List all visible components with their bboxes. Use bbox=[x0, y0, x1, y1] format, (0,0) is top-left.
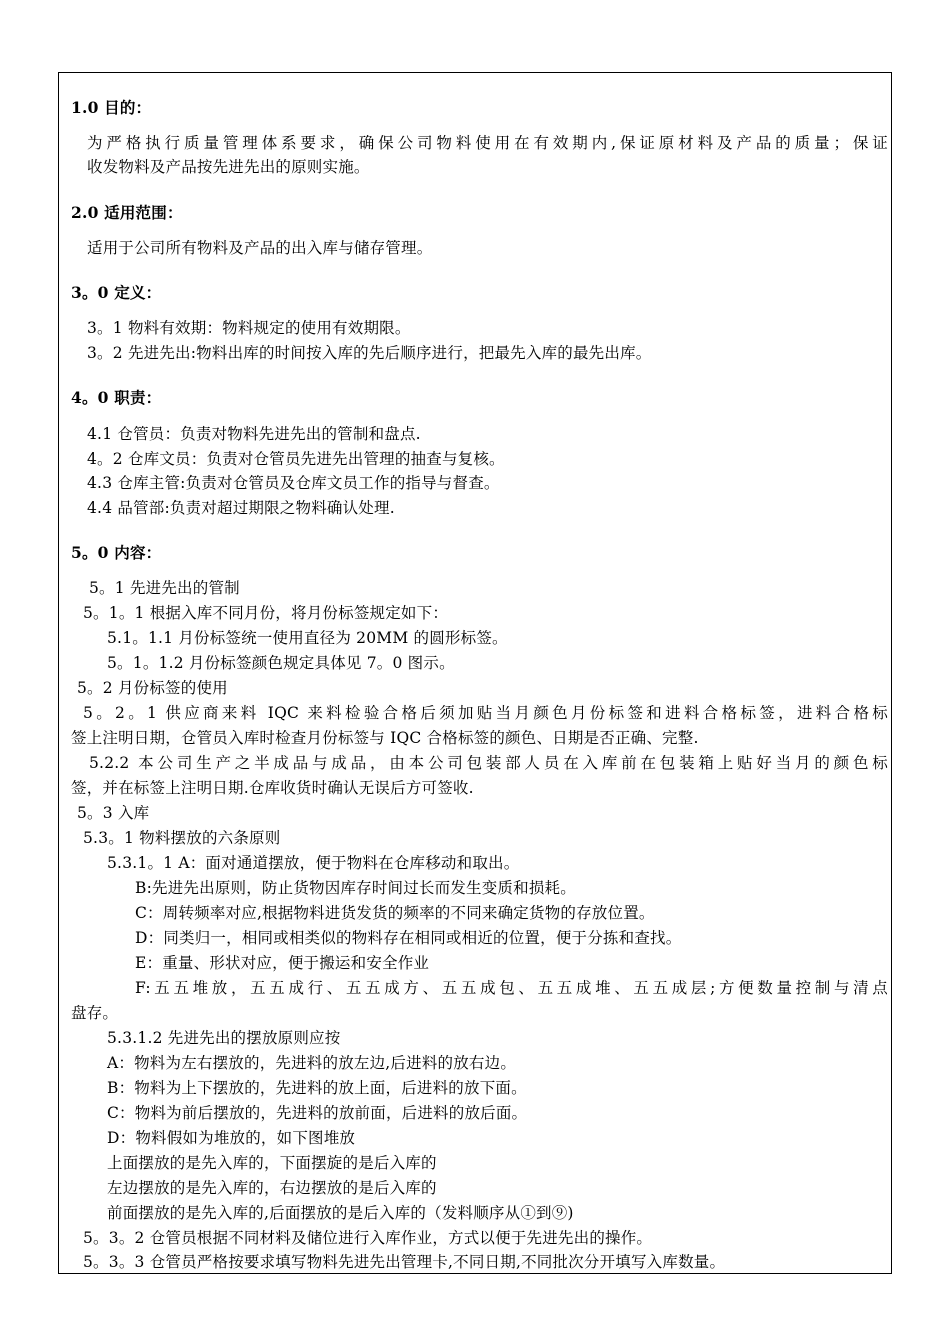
content-line: 5.2.2 本公司生产之半成品与成品，由本公司包装部人员在入库前在包装箱上贴好当月的颜色标 bbox=[89, 754, 888, 772]
purpose-line-1: 为严格执行质量管理体系要求，确保公司物料使用在有效期内,保证原材料及产品的质量；保证 bbox=[87, 134, 888, 152]
content-line: D：同类归一，相同或相类似的物料存在相同或相近的位置，便于分拣和查找。 bbox=[135, 929, 682, 947]
content-line: 5.3.1.2 先进先出的摆放原则应按 bbox=[107, 1029, 341, 1047]
content-line: 前面摆放的是先入库的,后面摆放的是后入库的（发料顺序从①到⑨) bbox=[107, 1204, 574, 1222]
content-line: C：周转频率对应,根据物料进货发货的频率的不同来确定货物的存放位置。 bbox=[135, 904, 655, 922]
section-heading-purpose: 1.0 目的： bbox=[71, 98, 152, 117]
content-line: 5.3。1 物料摆放的六条原则 bbox=[83, 829, 281, 847]
content-line: 5.1。1.1 月份标签统一使用直径为 20MM 的圆形标签。 bbox=[107, 629, 508, 647]
scope-line-1: 适用于公司所有物料及产品的出入库与储存管理。 bbox=[87, 239, 433, 257]
content-line: 上面摆放的是先入库的，下面摆旋的是后入库的 bbox=[107, 1154, 437, 1172]
content-line: A：物料为左右摆放的，先进料的放左边,后进料的放右边。 bbox=[107, 1054, 517, 1072]
document-frame bbox=[58, 72, 892, 1274]
purpose-line-2: 收发物料及产品按先进先出的原则实施。 bbox=[87, 158, 370, 176]
section-heading-definitions: 3。0 定义： bbox=[71, 283, 162, 302]
content-line: 左边摆放的是先入库的，右边摆放的是后入库的 bbox=[107, 1179, 437, 1197]
section-heading-scope: 2.0 适用范围： bbox=[71, 203, 183, 222]
responsibility-item: 4.3 仓库主管:负责对仓管员及仓库文员工作的指导与督查。 bbox=[87, 474, 500, 492]
content-line: D：物料假如为堆放的，如下图堆放 bbox=[107, 1129, 356, 1147]
content-line: B:先进先出原则，防止货物因库存时间过长而发生变质和损耗。 bbox=[135, 879, 576, 897]
content-line: C：物料为前后摆放的，先进料的放前面，后进料的放后面。 bbox=[107, 1104, 528, 1122]
content-line: 5。3。2 仓管员根据不同材料及储位进行入库作业，方式以便于先进先出的操作。 bbox=[83, 1229, 653, 1247]
responsibility-item: 4.1 仓管员：负责对物料先进先出的管制和盘点. bbox=[87, 425, 421, 443]
content-line: 5。1。1.2 月份标签颜色规定具体见 7。0 图示。 bbox=[107, 654, 455, 672]
responsibility-item: 4。2 仓库文员：负责对仓管员先进先出管理的抽查与复核。 bbox=[87, 450, 505, 468]
responsibility-item: 4.4 品管部:负责对超过期限之物料确认处理. bbox=[87, 499, 395, 517]
section-heading-content: 5。0 内容： bbox=[71, 543, 162, 562]
definition-item: 3。2 先进先出:物料出库的时间按入库的先后顺序进行，把最先入库的最先出库。 bbox=[87, 344, 652, 362]
content-line: 5。2。1 供应商来料 IQC 来料检验合格后须加贴当月颜色月份标签和进料合格标签，进料合格标 bbox=[83, 704, 888, 722]
section-heading-responsibilities: 4。0 职责： bbox=[71, 388, 162, 407]
content-line: 5。2 月份标签的使用 bbox=[77, 679, 228, 697]
content-line: 签，并在标签上注明日期.仓库收货时确认无误后方可签收. bbox=[71, 779, 474, 797]
content-line: 盘存。 bbox=[71, 1004, 119, 1022]
content-line: 5。1。1 根据入库不同月份，将月份标签规定如下： bbox=[83, 604, 449, 622]
content-line: 5。1 先进先出的管制 bbox=[89, 579, 240, 597]
content-line: 5。3 入库 bbox=[77, 804, 150, 822]
content-line: F:五五堆放，五五成行、五五成方、五五成包、五五成堆、五五成层;方便数量控制与清点 bbox=[135, 979, 888, 997]
content-line: B：物料为上下摆放的，先进料的放上面，后进料的放下面。 bbox=[107, 1079, 527, 1097]
content-line: 签上注明日期，仓管员入库时检查月份标签与 IQC 合格标签的颜色、日期是否正确、完整. bbox=[71, 729, 699, 747]
content-line: E：重量、形状对应，便于搬运和安全作业 bbox=[135, 954, 430, 972]
content-line: 5。3。3 仓管员严格按要求填写物料先进先出管理卡,不同日期,不同批次分开填写入库数量。 bbox=[83, 1253, 726, 1271]
definition-item: 3。1 物料有效期：物料规定的使用有效期限。 bbox=[87, 319, 411, 337]
content-line: 5.3.1。1 A：面对通道摆放，便于物料在仓库移动和取出。 bbox=[107, 854, 520, 872]
